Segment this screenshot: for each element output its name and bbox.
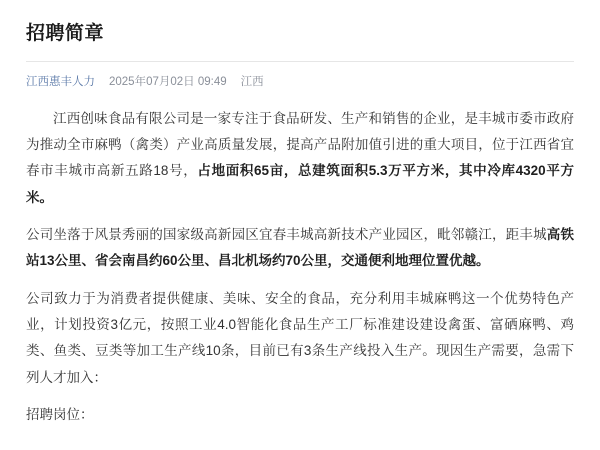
body-text: 招聘岗位： [26, 406, 94, 422]
body-text: 公司致力于为消费者提供健康、美味、安全的食品，充分利用丰城麻鸭这一个优势特色产业，计划投资3亿元，按照工业4.0智能化食品生产工厂标准建设建设禽蛋、富硒麻鸭、鸡类、鱼类、豆类等加工生产线10条，目前已有3条生产线投入生产。现因生产需要，急需下列人才加入： [26, 290, 574, 385]
paragraph [26, 222, 574, 275]
emphasis-text: 高铁站13公里、省会南昌约60公里、昌北机场约70公里，交通便利地理位置优越。 [26, 227, 575, 269]
meta-date: 2025年07月02日 09:49 [109, 75, 227, 88]
body-text: 公司坐落于风景秀丽的国家级高新园区宜春丰城高新技术产业园区，毗邻赣江，距丰城 [26, 227, 547, 243]
article-body [26, 106, 574, 428]
paragraph [26, 286, 574, 391]
emphasis-text: 占地面积65亩，总建筑面积5.3万平方米，其中冷库4320平方米。 [26, 163, 574, 205]
paragraph [26, 402, 574, 428]
page-title: 招聘简章 [26, 23, 105, 44]
paragraph [26, 106, 574, 211]
title-divider [26, 61, 574, 62]
meta-region: 江西 [240, 75, 264, 88]
meta-source[interactable]: 江西惠丰人力 [26, 75, 95, 88]
article-meta [26, 74, 574, 90]
body-text: 江西创味食品有限公司是一家专注于食品研发、生产和销售的企业，是丰城市委市政府为推动全市麻鸭（禽类）产业高质量发展，提高产品附加值引进的重大项目，位于江西省宜春市丰城市高新五路18号， [26, 110, 574, 179]
